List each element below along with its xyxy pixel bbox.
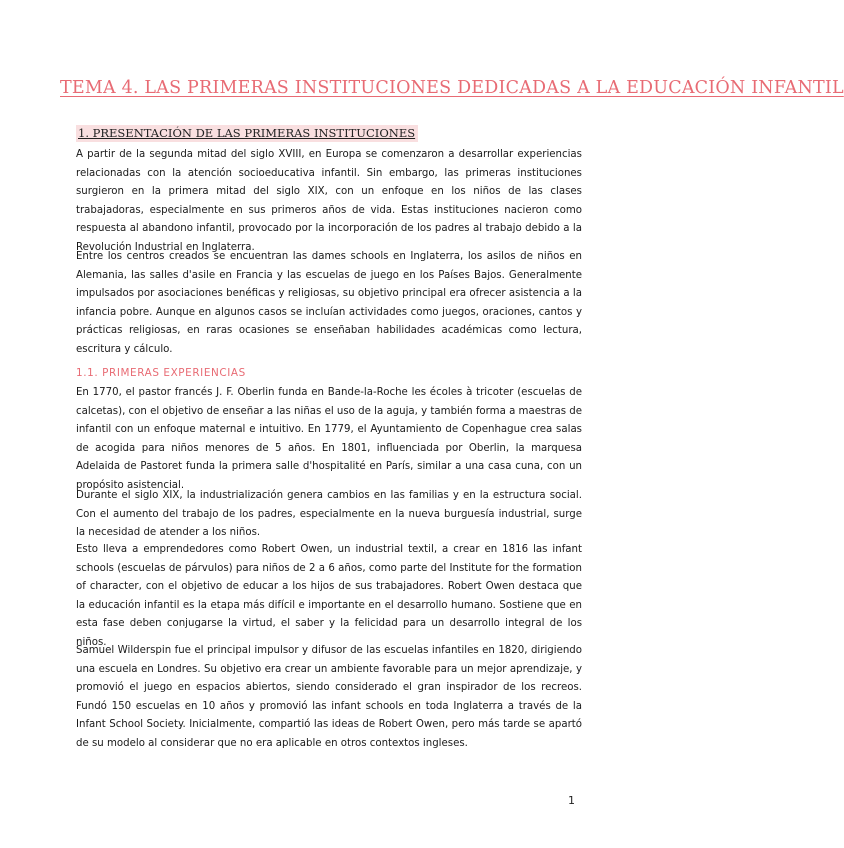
paragraph-oberlin: En 1770, el pastor francés J. F. Oberlin funda en Bande-la-Roche les écoles à tricoter (escuelas de calcetas), con el objetivo de enseñar a las niñas el uso de la aguja, y también forma a maestras de infantil con un enfoque maternal e intuitivo. En 1779, el Ayuntamiento de Copenhague crea salas de acogida para niños menores de 5 años. En 1801, influenciada por Oberlin, la marquesa Adelaida de Pastoret funda la primera salle d'hospitalité en París, similar a una casa cuna, con un propósito asistencial.: [76, 387, 582, 491]
paragraph-centers: Entre los centros creados se encuentran las dames schools en Inglaterra, los asilos de niños en Alemania, las salles d'asile en Francia y las escuelas de juego en los Países Bajos. Generalmente impulsados por asociaciones benéficas y religiosas, su objetivo principal era ofrecer asistencia a la infancia pobre. Aunque en algunos casos se incluían actividades como juegos, oraciones, cantos y prácticas religiosas, en raras ocasiones se enseñaban habilidades académicas como lectura, escritura y cálculo.: [76, 251, 582, 355]
paragraph-industrialization: Durante el siglo XIX, la industrialización genera cambios en las familias y en la estructura social. Con el aumento del trabajo de los padres, especialmente en la nueva burguesía industrial, surge la necesidad de atender a los niños.: [76, 490, 582, 539]
paragraph-intro: A partir de la segunda mitad del siglo XVIII, en Europa se comenzaron a desarrollar experiencias relacionadas con la atención socioeducativa infantil. Sin embargo, las primeras instituciones surgieron en la primera mitad del siglo XIX, con un enfoque en los niños de las clases trabajadoras, especialmente en sus primeros años de vida. Estas instituciones nacieron como respuesta al abandono infantil, provocado por la incorporación de los padres al trabajo debido a la Revolución Industrial en Inglaterra.: [76, 149, 582, 253]
document-title: TEMA 4. LAS PRIMERAS INSTITUCIONES DEDICADAS A LA EDUCACIÓN INFANTIL: [60, 78, 844, 98]
page-number: 1: [568, 794, 575, 807]
subsection-heading: 1.1. PRIMERAS EXPERIENCIAS: [76, 367, 246, 379]
section-heading-text: 1. PRESENTACIÓN DE LAS PRIMERAS INSTITUCIONES: [78, 126, 416, 140]
paragraph-wilderspin: Samuel Wilderspin fue el principal impulsor y difusor de las escuelas infantiles en 1820, dirigiendo una escuela en Londres. Su objetivo era crear un ambiente favorable para un mejor aprendizaje, y promovió el juego en espacios abiertos, siendo considerado el gran inspirador de los recreos. Fundó 150 escuelas en 10 años y promovió las infant schools en toda Inglaterra a través de la Infant School Society. Inicialmente, compartió las ideas de Robert Owen, pero más tarde se apartó de su modelo al considerar que no era aplicable en otros contextos ingleses.: [76, 645, 582, 749]
section-heading: [76, 125, 418, 142]
paragraph-owen: Esto lleva a emprendedores como Robert Owen, un industrial textil, a crear en 1816 las infant schools (escuelas de párvulos) para niños de 2 a 6 años, como parte del Institute for the formation of character, con el objetivo de educar a los hijos de sus trabajadores. Robert Owen destaca que la educación infantil es la etapa más difícil e importante en el desarrollo humano. Sostiene que en esta fase deben conjugarse la virtud, el saber y la felicidad para un desarrollo integral de los niños.: [76, 544, 582, 648]
